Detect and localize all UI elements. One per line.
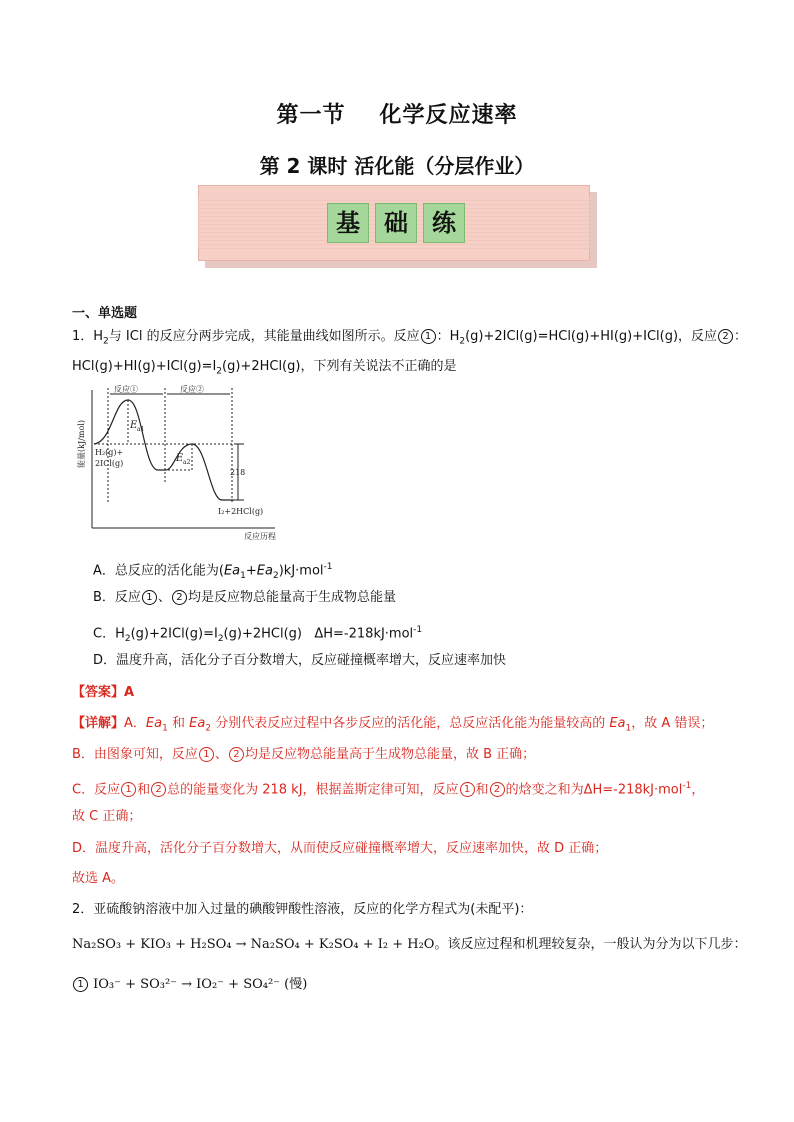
q2-step1: 1 IO₃⁻ + SO₃²⁻ → IO₂⁻ + SO₄²⁻ (慢) [72, 975, 307, 995]
detail-d: D．温度升高，活化分子百分数增大，从而使反应碰撞概率增大，反应速率加快，故 D 正确； [72, 841, 608, 856]
q1-stem-line2: $HCl(g)+HI(g)+ICl(g)=I_2(g)+2HCl(g)$，下列有关说法不正确的是 [72, 359, 457, 377]
circled-1: 1 [421, 329, 436, 344]
start-label-1: H₂(g)+ [95, 448, 124, 457]
detail-a: 【详解】A．$Ea_1$ 和 $Ea_2$ 分别代表反应过程中各步反应的活化能，总反应活化能为能量较高的 $Ea_1$，故 A 错误； [72, 716, 714, 734]
delta-label: 218 [230, 468, 246, 477]
section-heading: 一、单选题 [72, 306, 138, 321]
detail-end: 故选 A。 [72, 871, 125, 886]
answer: 【答案】A [72, 685, 135, 700]
q2-stem: 2．亚硫酸钠溶液中加入过量的碘酸钾酸性溶液，反应的化学方程式为(未配平)： [72, 902, 533, 917]
energy-diagram [70, 382, 285, 542]
option-b[interactable]: B．反应 1 、 2 均是反应物总能量高于生成物总能量 [93, 590, 396, 605]
q1-stem-line1: 1．$H_2$与 ICl 的反应分两步完成，其能量曲线如图所示。反应 1 ：$H_2(g)+2ICl(g)=HCl(g)+HI(g)+ICl(g)$，反应 2 ： [72, 329, 748, 347]
circled-2: 2 [718, 329, 733, 344]
ea1-sub: a1 [137, 426, 145, 433]
y-axis-label: 能量(kJ/mol) [77, 420, 86, 468]
detail-c: C．反应 1 和 2 总的能量变化为 218 kJ，根据盖斯定律可知，反应 1 和 2 的焓变之和为ΔH=-218kJ·mol$^{-1}$， [72, 781, 705, 798]
option-a[interactable]: A．总反应的活化能为$(Ea_1+Ea_2)kJ\cdot mol^{-1}$ [93, 562, 333, 581]
page-title [0, 98, 794, 129]
detail-c-cont: 故 C 正确； [72, 809, 142, 824]
end-label: I₂+2HCl(g) [218, 507, 264, 516]
title-section: 第一节 [276, 103, 346, 128]
q2-equation: Na₂SO₃ + KIO₃ + H₂SO₄ → Na₂SO₄ + K₂SO₄ + I₂ + H₂O [72, 937, 435, 952]
x-axis-label: 反应历程 [244, 532, 276, 541]
banner-char-3: 练 [423, 203, 465, 243]
stage1-label: 反应① [114, 385, 138, 394]
q2-equation-line: Na₂SO₃ + KIO₃ + H₂SO₄ → Na₂SO₄ + K₂SO₄ + I₂ + H₂O。该反应过程和机理较复杂，一般认为分为以下几步： [72, 937, 747, 952]
option-d[interactable]: D．温度升高，活化分子百分数增大，反应碰撞概率增大，反应速率加快 [93, 653, 507, 668]
ea2-sub: a2 [183, 459, 191, 466]
ea2-label: E [176, 453, 184, 464]
ea1-label: E [130, 420, 138, 431]
option-c[interactable]: C．$H_2(g)+2ICl(g)=I_2(g)+2HCl(g)$ ΔH=-218kJ·mol$^{-1}$ [93, 625, 423, 644]
banner-char-1: 基 [327, 203, 369, 243]
start-label-2: 2ICl(g) [95, 459, 124, 468]
detail-b: B．由图象可知，反应 1 、 2 均是反应物总能量高于生成物总能量，故 B 正确； [72, 747, 536, 762]
title-topic: 化学反应速率 [379, 103, 518, 128]
stage2-label: 反应② [180, 385, 204, 394]
banner-char-2: 础 [375, 203, 417, 243]
page-subtitle: 第 2 课时 活化能（分层作业） [259, 154, 535, 178]
